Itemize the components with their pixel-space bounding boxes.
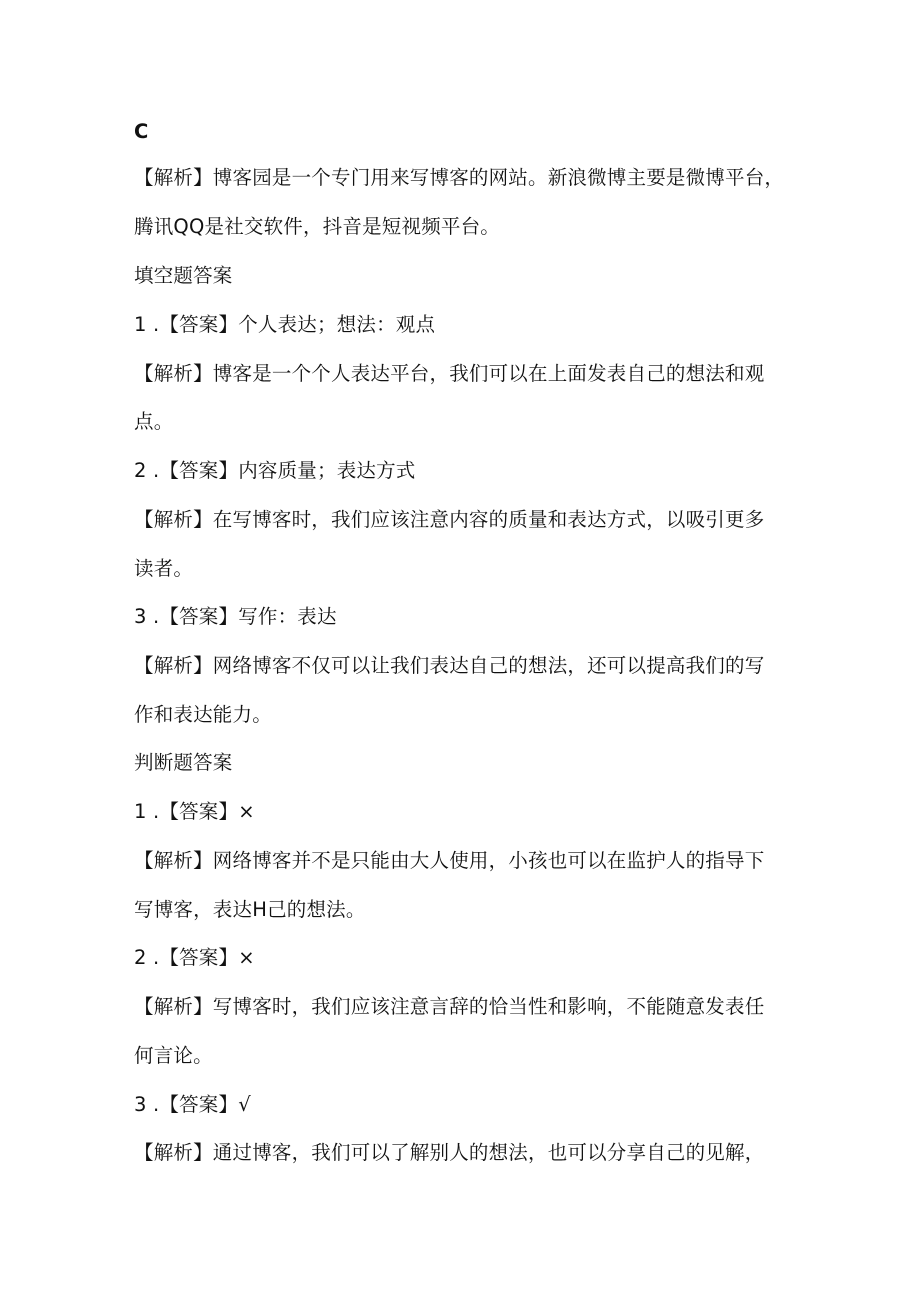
answer-line: 3 .【答案】写作：表达 — [134, 605, 337, 628]
answer-line: 1 .【答案】× — [134, 800, 255, 823]
explanation-line: 【解析】网络博客并不是只能由大人使用，小孩也可以在监护人的指导下 — [134, 849, 765, 872]
explanation-line: 【解析】博客园是一个专门用来写博客的网站。新浪微博主要是微博平台， — [134, 166, 785, 189]
answer-line: 3 .【答案】√ — [134, 1093, 251, 1116]
explanation-line: 读者。 — [134, 557, 194, 580]
explanation-line: 【解析】写博客时，我们应该注意言辞的恰当性和影响，不能随意发表任 — [134, 995, 765, 1018]
answer-choice-letter: C — [134, 120, 149, 143]
answer-line: 1 .【答案】个人表达；想法：观点 — [134, 313, 436, 336]
explanation-line: 作和表达能力。 — [134, 703, 272, 726]
explanation-line: 腾讯QQ是社交软件，抖音是短视频平台。 — [134, 215, 500, 238]
section-heading: 填空题答案 — [134, 264, 233, 287]
explanation-line: 点。 — [134, 410, 174, 433]
explanation-line: 【解析】在写博客时，我们应该注意内容的质量和表达方式，以吸引更多 — [134, 508, 765, 531]
answer-line: 2 .【答案】内容质量；表达方式 — [134, 459, 416, 482]
section-heading: 判断题答案 — [134, 751, 233, 774]
explanation-line: 【解析】网络博客不仅可以让我们表达自己的想法，还可以提高我们的写 — [134, 654, 765, 677]
explanation-line: 写博客，表达H己的想法。 — [134, 898, 366, 921]
explanation-line: 【解析】通过博客，我们可以了解别人的想法，也可以分享自己的见解， — [134, 1141, 765, 1164]
explanation-line: 【解析】博客是一个个人表达平台，我们可以在上面发表自己的想法和观 — [134, 362, 765, 385]
explanation-line: 何言论。 — [134, 1044, 213, 1067]
answer-line: 2 .【答案】× — [134, 946, 255, 969]
